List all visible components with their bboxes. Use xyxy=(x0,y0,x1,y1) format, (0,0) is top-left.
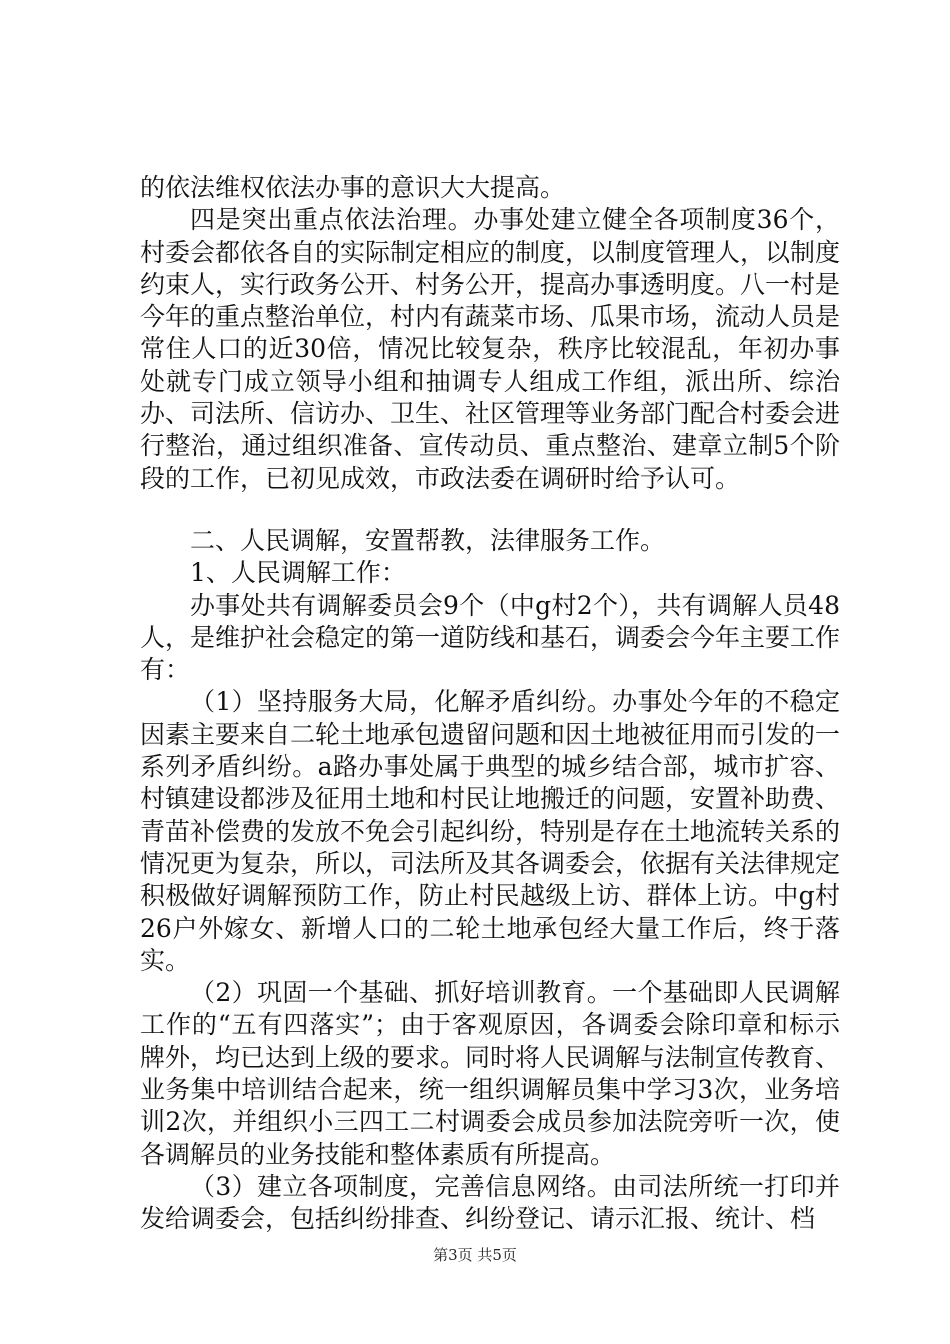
paragraph-governance: 四是突出重点依法治理。办事处建立健全各项制度36个，村委会都依各自的实际制定相应的制度，以制度管理人，以制度约束人，实行政务公开、村务公开，提高办事透明度。八一村是今年的重点整治单位，村内有蔬菜市场、瓜果市场，流动人员是常住人口的近30倍，情况比较复杂，秩序比较混乱，年初办事处就专门成立领导小组和抽调专人组成工作组，派出所、综治办、司法所、信访办、卫生、社区管理等业务部门配合村委会进行整治，通过组织准备、宣传动员、重点整治、建章立制5个阶段的工作，已初见成效，市政法委在调研时给予认可。 xyxy=(140,205,841,493)
paragraph-item-3: （3）建立各项制度，完善信息网络。由司法所统一打印并发给调委会，包括纠纷排查、纠纷登记、请示汇报、统计、档 xyxy=(140,1171,840,1234)
paragraph-item-2: （2）巩固一个基础、抓好培训教育。一个基础即人民调解工作的“五有四落实”；由于客观原因，各调委会除印章和标示牌外，均已达到上级的要求。同时将人民调解与法制宣传教育、业务集中培训结合起来，统一组织调解员集中学习3次，业务培训2次，并组织小三四工二村调委会成员参加法院旁听一次，使各调解员的业务技能和整体素质有所提高。 xyxy=(140,978,841,1169)
page-footer xyxy=(0,1244,950,1265)
page-number: 第3页 共5页 xyxy=(433,1246,517,1264)
paragraph-committees: 办事处共有调解委员会9个（中g村2个），共有调解人员48人，是维护社会稳定的第一道防线和基石，调委会今年主要工作有： xyxy=(140,590,841,685)
subsection-heading-mediation: 1、人民调解工作： xyxy=(190,558,406,588)
paragraph-item-1: （1）坚持服务大局，化解矛盾纠纷。办事处今年的不稳定因素主要来自二轮土地承包遗留问题和因土地被征用而引发的一系列矛盾纠纷。a路办事处属于典型的城乡结合部，城市扩容、村镇建设都涉及征用土地和村民让地搬迁的问题，安置补助费、青苗补偿费的发放不免会引起纠纷，特别是存在土地流转关系的情况更为复杂，所以，司法所及其各调委会，依据有关法律规定积极做好调解预防工作，防止村民越级上访、群体上访。中g村26户外嫁女、新增人口的二轮土地承包经大量工作后，终于落实。 xyxy=(140,687,841,975)
paragraph-continuation: 的依法维权依法办事的意识大大提高。 xyxy=(140,173,566,202)
section-heading-mediation: 二、人民调解，安置帮教，法律服务工作。 xyxy=(190,525,666,555)
document-body xyxy=(140,172,840,1236)
